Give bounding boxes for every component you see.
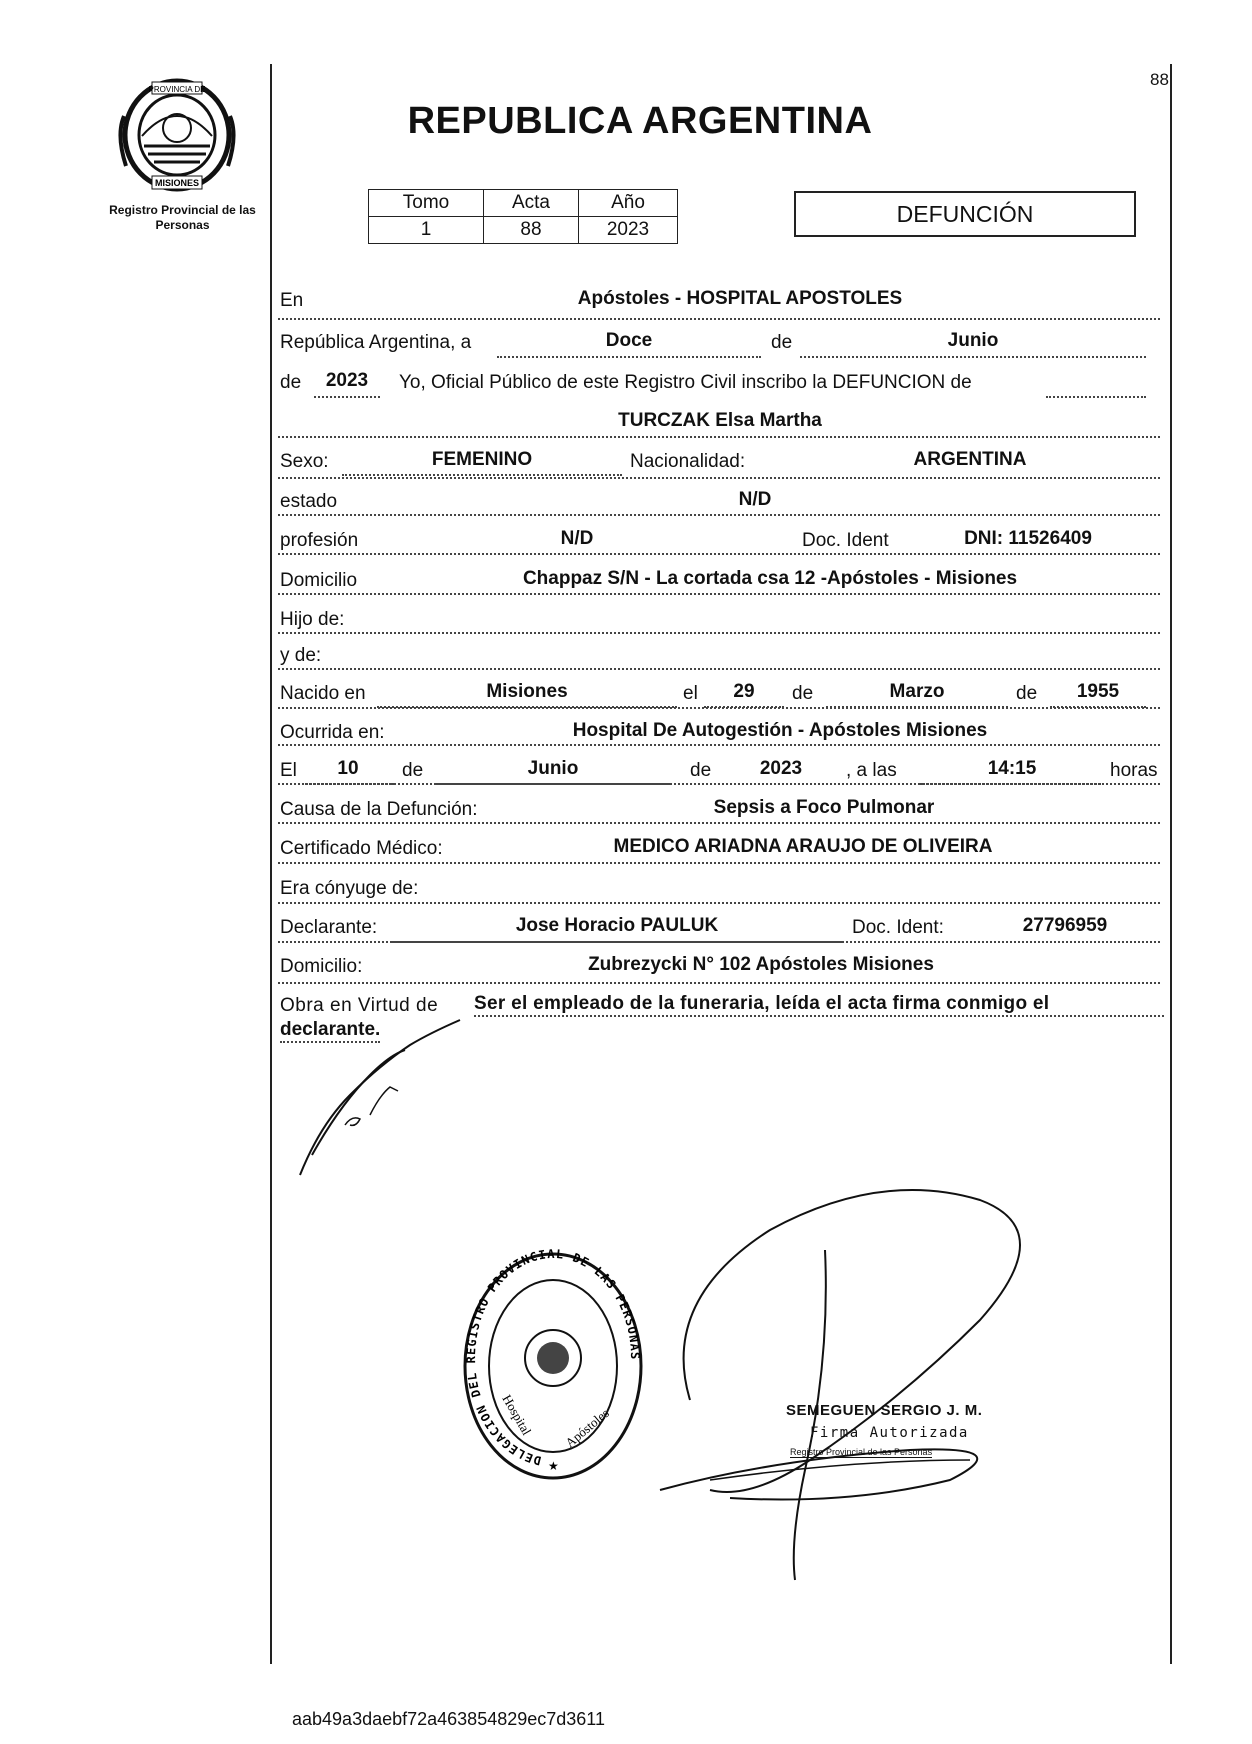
left-margin-rule xyxy=(270,64,272,1664)
tomo-acta-anio-table xyxy=(368,189,678,244)
signer-name: SEMEGUEN SERGIO J. M. xyxy=(786,1402,983,1419)
obra-label: Obra en Virtud de xyxy=(280,995,439,1016)
dots xyxy=(342,474,622,476)
page-title: REPUBLICA ARGENTINA xyxy=(407,100,873,142)
page-number: 88 xyxy=(1150,70,1169,89)
nacido-lugar: Misiones xyxy=(486,681,568,702)
dots xyxy=(436,783,670,785)
dots xyxy=(392,941,842,943)
misiones-coat-of-arms-logo xyxy=(112,76,242,194)
el-label: el xyxy=(683,683,698,704)
doc2-value: 27796959 xyxy=(1022,915,1108,936)
dots xyxy=(704,706,784,708)
de-label: de xyxy=(280,372,302,393)
de-label: de xyxy=(792,683,814,704)
hijo-de-label: Hijo de: xyxy=(280,609,345,630)
dots xyxy=(1050,706,1146,708)
official-stamp xyxy=(460,1248,646,1484)
row-separator xyxy=(278,593,1160,595)
a-las-label: , a las xyxy=(846,760,897,781)
month-word: Junio xyxy=(947,330,999,351)
conyuge-label: Era cónyuge de: xyxy=(280,878,419,899)
obra-line2: declarante. xyxy=(280,1019,380,1043)
right-margin-rule xyxy=(1170,64,1172,1664)
domicilio-value: Chappaz S/N - La cortada csa 12 -Apóstoles - Misiones xyxy=(522,568,1018,589)
acta-header: Acta xyxy=(484,190,579,217)
de-label: de xyxy=(690,760,712,781)
causa-label: Causa de la Defunción: xyxy=(280,799,478,820)
dots xyxy=(800,356,1146,358)
document-type-box: DEFUNCIÓN xyxy=(794,191,1136,237)
def-hora: 14:15 xyxy=(987,758,1037,779)
document-hash: aab49a3daebf72a463854829ec7d3611 xyxy=(292,1709,605,1729)
sexo-value: FEMENINO xyxy=(431,449,533,470)
ocurrida-value: Hospital De Autogestión - Apóstoles Misiones xyxy=(572,720,988,741)
authorized-signature xyxy=(650,1160,1080,1610)
row-separator xyxy=(278,436,1160,438)
tomo-header: Tomo xyxy=(369,190,484,217)
republica-label: República Argentina, a xyxy=(280,332,472,353)
nacido-en-label: Nacido en xyxy=(280,683,366,704)
dots xyxy=(314,396,380,398)
signer-role: Firma Autorizada xyxy=(810,1425,969,1441)
en-label: En xyxy=(280,290,304,311)
nacido-anio: 1955 xyxy=(1076,681,1120,702)
anio-value: 2023 xyxy=(579,217,678,244)
doc2-label: Doc. Ident: xyxy=(852,917,944,938)
dots xyxy=(920,783,1104,785)
profesion-label: profesión xyxy=(280,530,359,551)
domicilio-label: Domicilio xyxy=(280,570,358,591)
year-value: 2023 xyxy=(325,370,369,391)
horas-label: horas xyxy=(1110,760,1158,781)
dots xyxy=(377,706,677,708)
acta-value: 88 xyxy=(484,217,579,244)
dots xyxy=(826,706,1008,708)
certificado-label: Certificado Médico: xyxy=(280,838,443,859)
deceased-name: TURCZAK Elsa Martha xyxy=(618,410,822,431)
logo-text-bottom: MISIONES xyxy=(154,178,200,188)
def-mes: Junio xyxy=(527,758,579,779)
estado-value: N/D xyxy=(738,489,772,510)
row-separator xyxy=(278,514,1160,516)
stamp-inner-text-2: Apóstoles xyxy=(562,1405,612,1451)
row-separator xyxy=(278,668,1160,670)
row-separator xyxy=(278,318,1160,320)
causa-value: Sepsis a Foco Pulmonar xyxy=(713,797,935,818)
row-separator xyxy=(278,982,1160,984)
def-anio: 2023 xyxy=(759,758,803,779)
dots xyxy=(1046,396,1146,398)
row-separator xyxy=(278,862,1160,864)
nacido-mes: Marzo xyxy=(889,681,945,702)
dots xyxy=(370,553,784,555)
domicilio2-label: Domicilio: xyxy=(280,956,363,977)
nacionalidad-value: ARGENTINA xyxy=(913,449,1027,470)
stamp-ring-text: DELEGACION DEL REGISTRO PROVINCIAL DE LAS PERSONAS xyxy=(464,1248,643,1468)
day-word: Doce xyxy=(605,330,653,351)
row-separator xyxy=(278,822,1160,824)
nacionalidad-label: Nacionalidad: xyxy=(630,451,746,472)
dots xyxy=(722,783,840,785)
estado-label: estado xyxy=(280,491,338,512)
stamp-star-icon: ★ xyxy=(548,1459,559,1473)
declarant-signature xyxy=(290,1015,480,1185)
sexo-label: Sexo: xyxy=(280,451,329,472)
de-label: de xyxy=(771,332,793,353)
anio-header: Año xyxy=(579,190,678,217)
ocurrida-label: Ocurrida en: xyxy=(280,722,385,743)
domicilio2-value: Zubrezycki N° 102 Apóstoles Misiones xyxy=(588,954,934,975)
y-de-label: y de: xyxy=(280,645,322,666)
tomo-value: 1 xyxy=(369,217,484,244)
obra-line1: Ser el empleado de la funeraria, leída el acta firma conmigo el xyxy=(474,993,1164,1017)
row-separator xyxy=(278,744,1160,746)
stamp-inner-text-1: Hospital xyxy=(499,1392,535,1438)
dots xyxy=(497,356,761,358)
en-value: Apóstoles - HOSPITAL APOSTOLES xyxy=(577,288,903,309)
declarante-value: Jose Horacio PAULUK xyxy=(515,915,719,936)
el2-label: El xyxy=(280,760,297,781)
certificado-value: MEDICO ARIADNA ARAUJO DE OLIVEIRA xyxy=(613,836,993,857)
profesion-value: N/D xyxy=(560,528,594,549)
row-separator xyxy=(278,632,1160,634)
nacido-dia: 29 xyxy=(733,681,755,702)
row-separator xyxy=(278,477,1160,479)
dots xyxy=(302,783,394,785)
row-separator xyxy=(278,902,1160,904)
registro-label: Registro Provincial de las Personas xyxy=(109,203,256,232)
def-dia: 10 xyxy=(337,758,359,779)
de-label: de xyxy=(402,760,424,781)
oficial-text: Yo, Oficial Público de este Registro Civil inscribo la DEFUNCION de xyxy=(399,372,972,393)
de-label: de xyxy=(1016,683,1038,704)
declarante-label: Declarante: xyxy=(280,917,378,938)
doc-ident-value: DNI: 11526409 xyxy=(964,528,1092,549)
doc-ident-label: Doc. Ident xyxy=(802,530,889,551)
logo-text-top: PROVINCIA DE xyxy=(148,85,206,94)
signer-org: Registro Provincial de las Personas xyxy=(790,1447,933,1457)
